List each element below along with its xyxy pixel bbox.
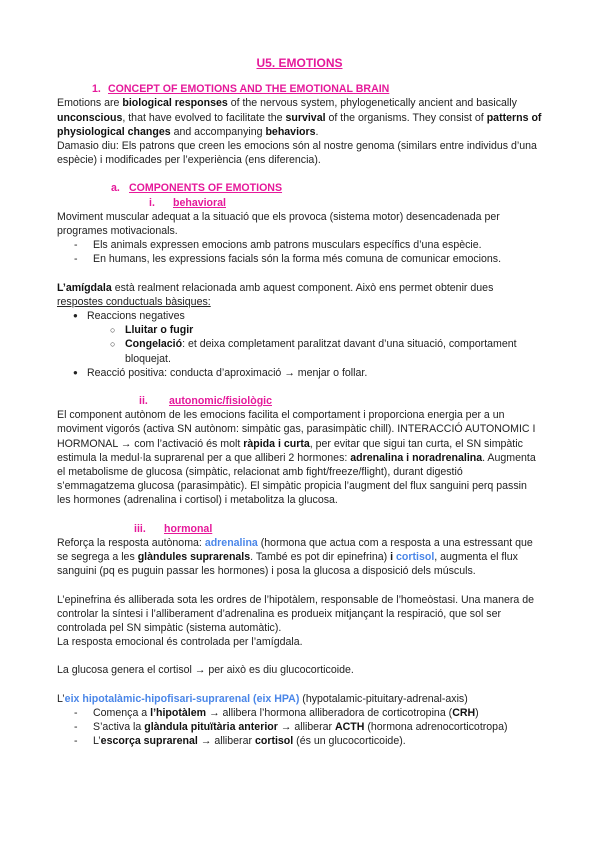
text-run: of the nervous system, phylogenetically ancient and basically xyxy=(227,97,517,110)
highlight-run: cortisol xyxy=(396,551,435,564)
heading-autonomic xyxy=(139,394,542,408)
underlined-run: respostes conductuals bàsiques: xyxy=(57,295,211,308)
bold-run: CRH xyxy=(452,706,476,719)
heading-text: hormonal xyxy=(164,522,213,535)
bold-run: cortisol xyxy=(254,735,294,748)
bold-run: adrenalina i noradrenalina xyxy=(350,451,483,464)
list-item: - En humans, les expressions facials són la forma més comuna de comunicar emocions. xyxy=(57,252,542,266)
page-title: U5. EMOTIONS xyxy=(256,56,343,70)
list-item xyxy=(57,323,542,337)
text-run: , per evitar que sigui tan curta, el SN simpàtic estimula la medul·la suprarenal per a que alliberi 2 hormones: xyxy=(57,437,523,464)
list-item xyxy=(57,720,542,734)
list-item-negative: ● Reaccions negatives xyxy=(57,309,542,323)
hpa-steps-list xyxy=(57,706,542,749)
subheading-components xyxy=(111,181,542,195)
heading-numeral: ii. xyxy=(139,395,148,408)
bold-run: unconscious xyxy=(57,111,123,124)
bold-run: glàndules suprarenals xyxy=(137,551,251,564)
text-run: ) xyxy=(475,706,479,719)
text-run: . També es pot dir epinefrina) xyxy=(250,551,391,564)
bold-run: ràpida i curta xyxy=(243,437,310,450)
bold-run: behaviors xyxy=(265,125,316,138)
heading-numeral: i. xyxy=(149,196,155,209)
bold-run: i xyxy=(390,551,394,564)
text-run: Comença a xyxy=(93,706,151,719)
list-item xyxy=(57,734,542,748)
amigdala-paragraph xyxy=(57,281,542,309)
text-run: , augmenta el flux sanguini (pq es puguin passar les hormones) i posa la glucosa a disposició dels músculs. xyxy=(57,551,518,578)
hormonal-paragraph xyxy=(57,536,542,579)
section-number: 1. xyxy=(92,83,101,96)
list-item: - Els animals expressen emocions amb patrons musculars específics d’una espècie. xyxy=(57,238,542,252)
intro-paragraph xyxy=(57,96,542,139)
text-run: S’activa la xyxy=(93,720,145,733)
heading-text: autonomic/fisiològic xyxy=(169,395,272,408)
bold-run: escorça suprarenal xyxy=(100,735,198,748)
text-run: → alliberar xyxy=(277,720,335,733)
text-run: : et deixa completament paralitzat davant d’una situació, comportament bloquejat. xyxy=(125,338,517,365)
section-heading-text: CONCEPT OF EMOTIONS AND THE EMOTIONAL BRAIN xyxy=(108,83,390,96)
text-run: and accompanying xyxy=(170,125,266,138)
damasio-paragraph: Damasio diu: Els patrons que creen les emocions són al nostre genoma (similars entre individus d’una espècie) i modificades per l’experiència (ens diferencia). xyxy=(57,140,537,167)
responses-list-positive xyxy=(57,366,542,380)
text-run: → allibera l’hormona alliberadora de corticotropina ( xyxy=(206,706,453,719)
bold-run: patterns of physiological changes xyxy=(57,111,542,138)
heading-numeral: iii. xyxy=(134,522,146,535)
behavioral-list xyxy=(57,238,542,266)
text-run: → alliberar xyxy=(197,735,255,748)
bold-run: ACTH xyxy=(334,720,365,733)
bold-run: biological responses xyxy=(122,97,228,110)
list-item xyxy=(57,337,542,365)
bold-run: glàndula pituïtària anterior xyxy=(144,720,278,733)
responses-list xyxy=(57,309,542,323)
text-run: (hormona que actua com a resposta a una estressant que se segrega a les xyxy=(57,536,533,564)
amigdala-control-paragraph: La resposta emocional és controlada per l’amígdala. xyxy=(57,636,303,649)
text-run: (hormona adrenocorticotropa) xyxy=(364,720,508,733)
text-run: . Augmenta el metabolisme de glucosa (simpàtic, relacionat amb fight/freeze/flight), durant digestió s’emmagatzema glucosa (parasimpàtic). El simpàtic propicia l’augment del flux sanguini perq passin les hormones (adrenalina i cortisol) i metabolitza la glucosa. xyxy=(57,451,536,507)
heading-text: behavioral xyxy=(173,196,226,209)
text-run: of the organisms. They consist of xyxy=(325,111,487,124)
bold-run: l’hipotàlem xyxy=(150,706,207,719)
text-run: L’ xyxy=(57,692,65,705)
text-run: (és un glucocorticoide). xyxy=(293,735,406,748)
list-item xyxy=(57,706,542,720)
hpa-paragraph xyxy=(57,692,542,706)
bold-run: Lluitar o fugir xyxy=(125,324,194,337)
glucosa-paragraph: La glucosa genera el cortisol → per això es diu glucocorticoide. xyxy=(57,664,354,677)
negative-sublist xyxy=(57,323,542,366)
text-run: Emotions are xyxy=(57,97,123,110)
text-run: , that have evolved to facilitate the xyxy=(122,111,286,124)
highlight-run: eix hipotalàmic-hipofisari-suprarenal (eix HPA) xyxy=(64,692,300,705)
heading-hormonal xyxy=(134,522,542,536)
text-run: L’ xyxy=(93,735,101,748)
bold-run: survival xyxy=(285,111,326,124)
text-run: (hypotalamic-pituitary-adrenal-axis) xyxy=(299,692,468,705)
autonomic-paragraph xyxy=(57,408,542,507)
list-item-positive: ● Reacció positiva: conducta d’aproximació → menjar o follar. xyxy=(57,366,542,380)
bold-run: L’amígdala xyxy=(57,281,112,294)
section-heading-concept xyxy=(92,82,542,96)
bold-run: Congelació xyxy=(125,338,183,351)
text-run: El component autònom de les emocions facilita el comportament i proporciona energia per a un moviment vigorós (activa SN autònom: simpàtic gas, parasimpàtic chill). INTERACCIÓ AUTONOMIC I HORMONAL → com l’activació és molt xyxy=(57,409,536,450)
text-run: Reforça la resposta autònoma: xyxy=(57,536,205,549)
behavioral-paragraph: Moviment muscular adequat a la situació que els provoca (sistema motor) desencadenada per programes motivacionals. xyxy=(57,210,500,238)
text-run: . xyxy=(315,125,319,138)
heading-behavioral xyxy=(149,196,542,210)
highlight-run: adrenalina xyxy=(204,536,258,549)
epinefrina-paragraph: L’epinefrina és alliberada sota les ordres de l’hipotàlem, responsable de l’homeòstasi. Una manera de controlar la síntesi i l’alliberament d’adrenalina es produeix mitjançant la respiració, que sol ser controlada pel SN simpàtic (sistema automàtic). xyxy=(57,593,535,634)
subheading-letter: a. xyxy=(111,182,120,195)
subheading-text: COMPONENTS OF EMOTIONS xyxy=(129,182,283,195)
text-run: està realment relacionada amb aquest component. Això ens permet obtenir dues xyxy=(111,281,494,294)
